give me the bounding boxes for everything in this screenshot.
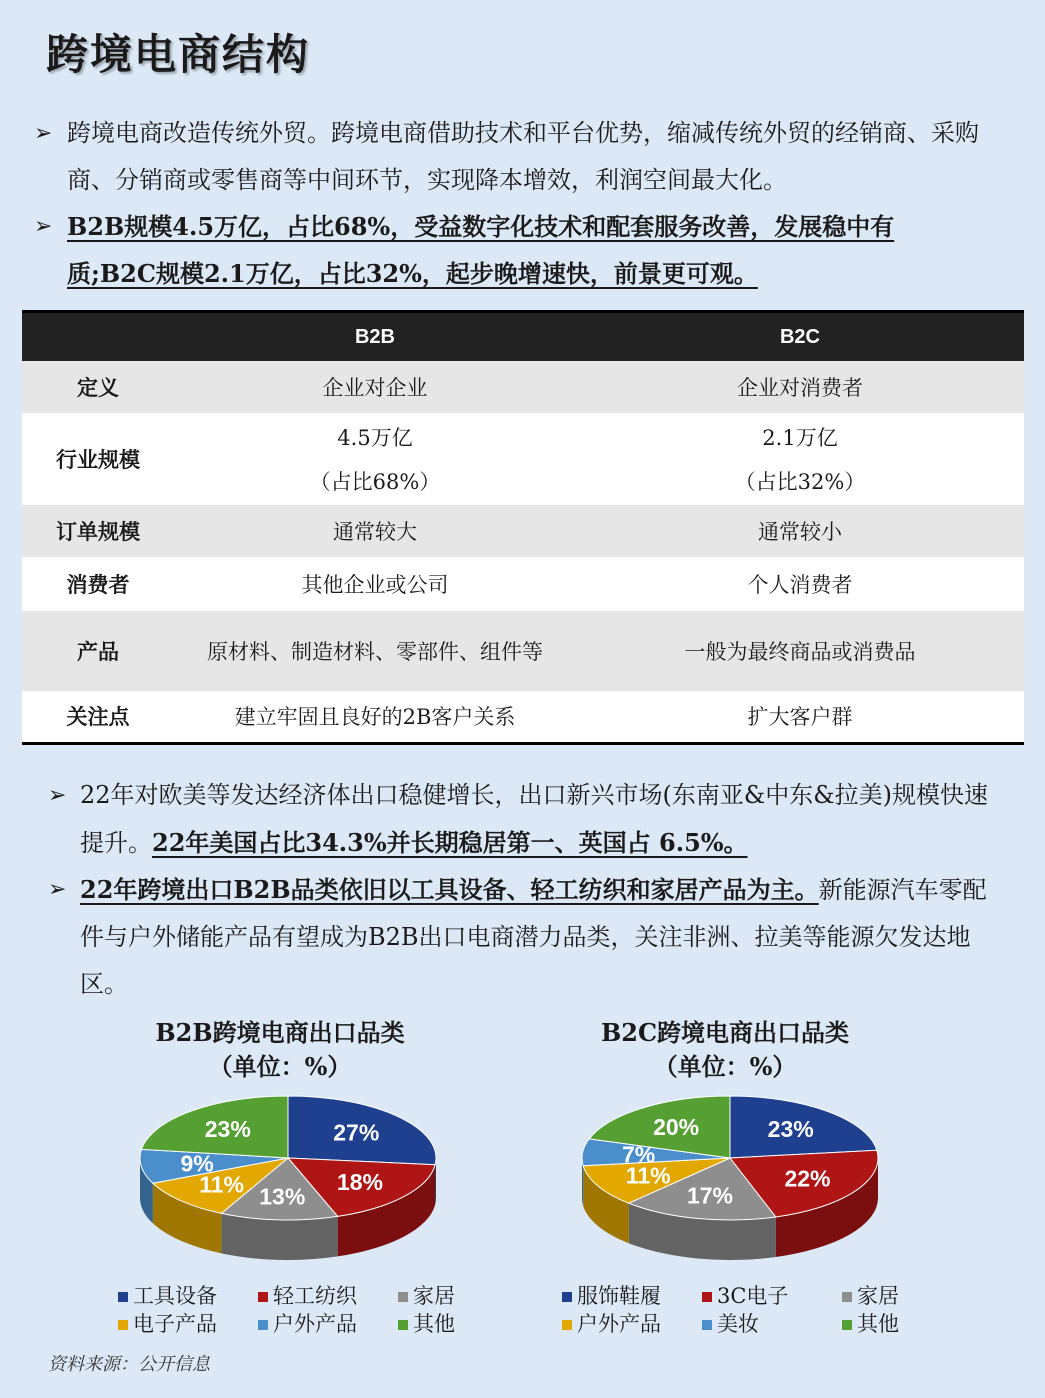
bullet-2-text: B2B规模4.5万亿，占比68%，受益数字化技术和配套服务改善，发展稳中有质;B2C规模2.1万亿，占比32%，起步晚增速快，前景更可观。 <box>67 212 895 288</box>
legend-swatch <box>842 1320 852 1330</box>
cell-b2b: 通常较大 <box>174 505 576 557</box>
bullet-3-text <box>48 772 1008 867</box>
page-title: 跨境电商结构 <box>46 30 311 79</box>
table-row <box>22 505 1024 557</box>
legend-item <box>562 1310 661 1338</box>
bullet-arrow-icon: ➢ <box>34 214 53 239</box>
cell-b2b <box>174 413 576 505</box>
table-row <box>22 413 1024 505</box>
cell-b2b-sub: （占比68%） <box>309 470 441 494</box>
table-row <box>22 691 1024 743</box>
row-label: 产品 <box>22 611 174 691</box>
legend-item <box>398 1310 455 1338</box>
legend-item <box>118 1282 217 1310</box>
chart-1-title <box>120 1016 440 1084</box>
legend-item <box>562 1282 661 1310</box>
cell-b2b: 原材料、制造材料、零部件、组件等 <box>174 611 576 691</box>
cell-b2c <box>576 413 1024 505</box>
bullet-4-text-b: 新能源汽车零配件与户外储能产品有望成为B2B出口电商潜力品类，关注非洲、拉美等能源欠发达地区。 <box>80 876 987 998</box>
bullet-3-text-a: 22年对欧美等发达经济体出口稳健增长，出口新兴市场(东南亚&中东&拉美)规模快速提升。 <box>80 781 988 857</box>
cell-b2b: 其他企业或公司 <box>174 557 576 611</box>
source-note: 资料来源：公开信息 <box>48 1354 210 1375</box>
row-label: 关注点 <box>22 691 174 743</box>
legend-item <box>258 1282 357 1310</box>
pie-label-4: 7% <box>621 1141 656 1168</box>
legend-label: 3C电子 <box>717 1284 789 1308</box>
cell-b2c: 个人消费者 <box>576 557 1024 611</box>
legend-label: 其他 <box>413 1312 455 1336</box>
table-row <box>22 611 1024 691</box>
row-label: 定义 <box>22 361 174 413</box>
table-row <box>22 557 1024 611</box>
legend-label: 家居 <box>413 1284 455 1308</box>
pie-label-1: 18% <box>336 1168 384 1195</box>
bullet-arrow-icon: ➢ <box>34 121 53 146</box>
b2b-pie-chart <box>133 1090 453 1270</box>
legend-item <box>702 1310 759 1338</box>
cell-b2c: 扩大客户群 <box>576 691 1024 743</box>
bullet-3 <box>48 772 1008 867</box>
legend-swatch <box>702 1320 712 1330</box>
pie-label-0: 23% <box>767 1116 814 1143</box>
pie-label-1: 22% <box>784 1165 831 1192</box>
legend-swatch <box>258 1292 268 1302</box>
legend-swatch <box>398 1320 408 1330</box>
table-row <box>22 361 1024 413</box>
legend-swatch <box>702 1292 712 1302</box>
pie-label-2: 17% <box>686 1182 734 1209</box>
bullet-arrow-icon: ➢ <box>48 877 67 902</box>
legend-label: 户外产品 <box>577 1312 661 1336</box>
b2b-legend <box>118 1282 478 1342</box>
legend-label: 工具设备 <box>133 1284 217 1308</box>
b2b-b2c-comparison-table <box>22 310 1024 745</box>
legend-label: 美妆 <box>717 1312 759 1336</box>
cell-b2c-sub: （占比32%） <box>734 470 866 494</box>
bullet-3-text-b: 22年美国占比34.3%并长期稳居第一、英国占 6.5%。 <box>152 828 748 857</box>
legend-item <box>118 1310 217 1338</box>
bullet-arrow-icon: ➢ <box>48 783 67 808</box>
bullet-1-text: 跨境电商改造传统外贸。跨境电商借助技术和平台优势，缩减传统外贸的经销商、采购商、分销商或零售商等中间环节，实现降本增效，利润空间最大化。 <box>67 119 979 194</box>
bullet-1 <box>34 110 1014 204</box>
pie-label-3: 11% <box>199 1171 244 1198</box>
chart-2-subtitle: （单位：%） <box>653 1052 797 1081</box>
legend-swatch <box>562 1292 572 1302</box>
cell-b2c: 通常较小 <box>576 505 1024 557</box>
cell-b2c: 一般为最终商品或消费品 <box>576 611 1024 691</box>
row-label: 订单规模 <box>22 505 174 557</box>
legend-item <box>702 1282 788 1310</box>
legend-label: 户外产品 <box>273 1312 357 1336</box>
table-header-b2b: B2B <box>174 312 576 362</box>
pie-label-5: 23% <box>204 1116 251 1142</box>
table-header-empty <box>22 312 174 362</box>
legend-item <box>842 1282 899 1310</box>
legend-swatch <box>842 1292 852 1302</box>
pie-label-5: 20% <box>653 1113 700 1140</box>
pie-label-0: 27% <box>333 1119 380 1146</box>
legend-item <box>398 1282 455 1310</box>
legend-swatch <box>118 1320 128 1330</box>
table-header-b2c: B2C <box>576 312 1024 362</box>
pie-label-4: 9% <box>180 1150 214 1177</box>
legend-swatch <box>562 1320 572 1330</box>
legend-label: 其他 <box>857 1312 899 1336</box>
table-header-row <box>22 312 1024 362</box>
legend-label: 电子产品 <box>133 1312 217 1336</box>
cell-b2b: 建立牢固且良好的2B客户关系 <box>174 691 576 743</box>
legend-item <box>258 1310 357 1338</box>
bullet-4-text <box>48 866 1008 1008</box>
bullet-4 <box>48 866 1008 1008</box>
cell-b2b-main: 4.5万亿 <box>337 426 413 450</box>
legend-label: 服饰鞋履 <box>577 1284 661 1308</box>
b2c-legend <box>562 1282 922 1342</box>
legend-swatch <box>258 1320 268 1330</box>
cell-b2c: 企业对消费者 <box>576 361 1024 413</box>
row-label: 行业规模 <box>22 413 174 505</box>
cell-b2b: 企业对企业 <box>174 361 576 413</box>
legend-swatch <box>398 1292 408 1302</box>
chart-1-title-main: B2B跨境电商出口品类 <box>155 1018 405 1047</box>
legend-swatch <box>118 1292 128 1302</box>
chart-2-title <box>565 1016 885 1084</box>
bullet-2 <box>34 203 974 297</box>
legend-label: 轻工纺织 <box>273 1284 357 1308</box>
cell-b2c-main: 2.1万亿 <box>762 426 838 450</box>
row-label: 消费者 <box>22 557 174 611</box>
bullet-4-text-a: 22年跨境出口B2B品类依旧以工具设备、轻工纺织和家居产品为主。 <box>80 875 819 904</box>
b2c-pie-chart <box>575 1090 895 1270</box>
chart-1-subtitle: （单位：%） <box>208 1052 352 1081</box>
legend-item <box>842 1310 899 1338</box>
pie-label-2: 13% <box>259 1183 306 1210</box>
legend-label: 家居 <box>857 1284 899 1308</box>
chart-2-title-main: B2C跨境电商出口品类 <box>600 1018 850 1047</box>
pie-label-3: 11% <box>625 1162 671 1189</box>
